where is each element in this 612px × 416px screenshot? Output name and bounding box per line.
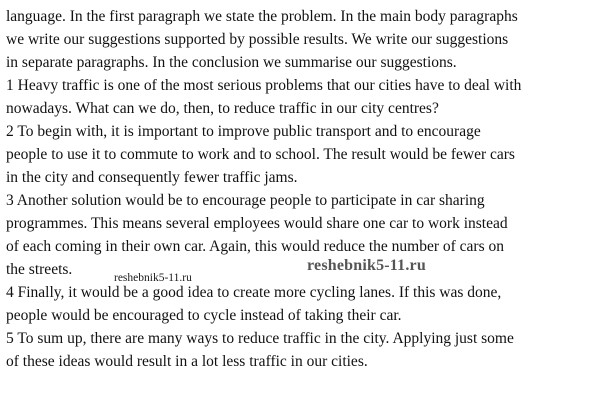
text-line-4: 1 Heavy traffic is one of the most serious problems that our cities have to deal with xyxy=(6,77,522,94)
text-line-16: of these ideas would result in a lot less traffic in our cities. xyxy=(6,353,368,370)
watermark-large: reshebnik5-11.ru xyxy=(307,257,426,274)
watermark-small: reshebnik5-11.ru xyxy=(114,272,192,284)
text-line-8: in the city and consequently fewer traffic jams. xyxy=(6,169,298,186)
text-line-13: 4 Finally, it would be a good idea to create more cycling lanes. If this was done, xyxy=(6,284,502,301)
text-line-5: nowadays. What can we do, then, to reduce traffic in our city centres? xyxy=(6,100,439,117)
text-line-7: people to use it to commute to work and to school. The result would be fewer cars xyxy=(6,146,515,163)
text-line-14: people would be encouraged to cycle instead of taking their car. xyxy=(6,307,402,324)
text-line-9: 3 Another solution would be to encourage people to participate in car sharing xyxy=(6,192,485,209)
text-line-12: the streets. xyxy=(6,261,73,278)
text-line-2: we write our suggestions supported by possible results. We write our suggestions xyxy=(6,31,509,48)
text-line-1: language. In the first paragraph we state the problem. In the main body paragraphs xyxy=(6,8,518,25)
text-line-15: 5 To sum up, there are many ways to reduce traffic in the city. Applying just some xyxy=(6,330,514,347)
text-line-10: programmes. This means several employees would share one car to work instead xyxy=(6,215,508,232)
text-line-11: of each coming in their own car. Again, this would reduce the number of cars on xyxy=(6,238,505,255)
text-line-3: in separate paragraphs. In the conclusion we summarise our suggestions. xyxy=(6,54,457,71)
text-line-6: 2 To begin with, it is important to improve public transport and to encourage xyxy=(6,123,481,140)
